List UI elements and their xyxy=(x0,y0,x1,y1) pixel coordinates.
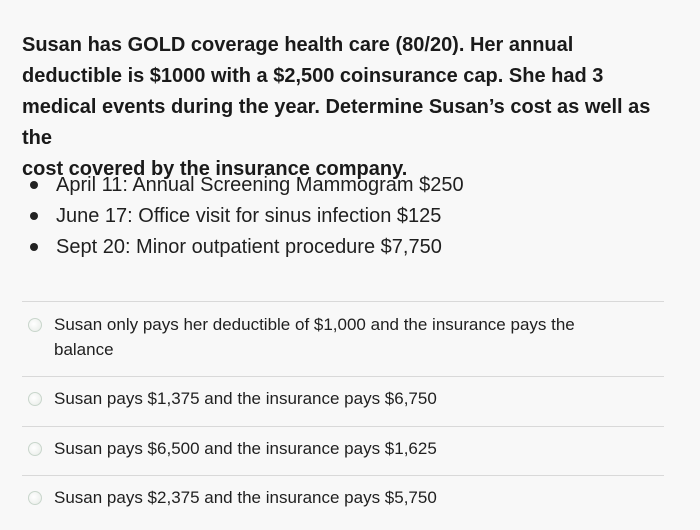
question-line-2: deductible is $1000 with a $2,500 coinsurance cap. She had 3 xyxy=(22,65,604,87)
answer-option-line: Susan only pays her deductible of $1,000 and the insurance pays the xyxy=(54,315,575,334)
question-line-1: Susan has GOLD coverage health care (80/20). Her annual xyxy=(22,34,574,56)
answer-option-4[interactable] xyxy=(22,485,664,515)
bullet-icon xyxy=(30,212,38,220)
radio-button[interactable] xyxy=(28,442,42,456)
answer-option-1[interactable] xyxy=(22,312,664,366)
list-item xyxy=(30,202,464,233)
question-line-3: medical events during the year. Determine Susan’s cost as well as the xyxy=(22,96,651,149)
divider xyxy=(22,301,664,302)
answer-option-label xyxy=(54,312,644,362)
answer-option-label: Susan pays $2,375 and the insurance pays $5,750 xyxy=(54,488,437,507)
radio-button[interactable] xyxy=(28,318,42,332)
bullet-icon xyxy=(30,243,38,251)
answer-option-line: balance xyxy=(54,340,114,359)
radio-button[interactable] xyxy=(28,491,42,505)
question-line-4: cost covered by the insurance company. xyxy=(22,158,408,180)
answer-option-2[interactable] xyxy=(22,386,664,416)
medical-events-list xyxy=(30,171,464,264)
divider xyxy=(22,376,664,377)
event-text: June 17: Office visit for sinus infection $125 xyxy=(56,205,442,227)
answer-option-label: Susan pays $1,375 and the insurance pays $6,750 xyxy=(54,389,437,408)
question-text xyxy=(22,30,672,185)
bullet-icon xyxy=(30,181,38,189)
list-item xyxy=(30,233,464,264)
divider xyxy=(22,475,664,476)
divider xyxy=(22,426,664,427)
event-text: Sept 20: Minor outpatient procedure $7,750 xyxy=(56,236,442,258)
answer-option-label: Susan pays $6,500 and the insurance pays $1,625 xyxy=(54,439,437,458)
list-item xyxy=(30,171,464,202)
answer-option-3[interactable] xyxy=(22,436,664,466)
radio-button[interactable] xyxy=(28,392,42,406)
event-text: April 11: Annual Screening Mammogram $250 xyxy=(56,174,464,196)
